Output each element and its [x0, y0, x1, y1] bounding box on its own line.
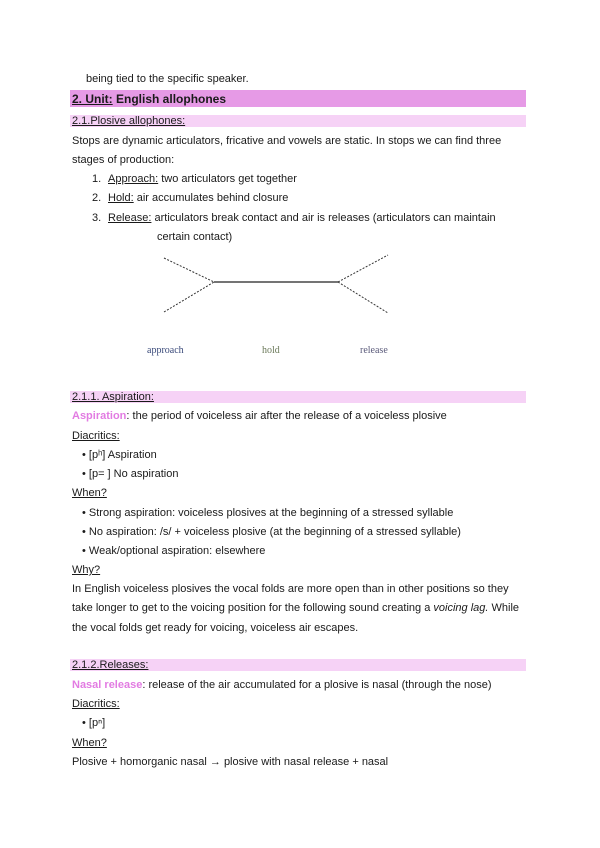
list-item: • Strong aspiration: voiceless plosives at the beginning of a stressed syllable — [82, 507, 454, 519]
diacritics-label: Diacritics: — [72, 698, 120, 710]
why-label: Why? — [72, 564, 101, 576]
definition: Nasal release: release of the air accumulated for a plosive is nasal (through the nose) — [72, 679, 492, 691]
when-label: When? — [72, 487, 107, 499]
release-upper-line — [338, 255, 388, 282]
list-item: • Weak/optional aspiration: elsewhere — [82, 545, 266, 557]
stop-phases-diagram — [140, 250, 410, 360]
section-heading-plosive: 2.1.Plosive allophones: — [72, 115, 186, 127]
list-item: 2. Hold: air accumulates behind closure — [92, 192, 289, 204]
section-heading-releases: 2.1.2.Releases: — [72, 659, 149, 671]
list-item: • No aspiration: /s/ + voiceless plosive (at the beginning of a stressed syllable) — [82, 526, 461, 538]
unit-number: 2. Unit: — [72, 92, 113, 106]
release-lower-line — [338, 282, 388, 313]
paragraph: stages of production: — [72, 154, 175, 166]
list-item: • [pⁿ] — [82, 717, 106, 729]
list-item-continuation: certain contact) — [157, 231, 233, 243]
definition: Aspiration: the period of voiceless air after the release of a voiceless plosive — [72, 410, 447, 422]
unit-heading — [72, 92, 226, 106]
paragraph: take longer to get to the voicing position for the following sound creating a voicing lag. While — [72, 602, 520, 614]
paragraph: the vocal folds get ready for voicing, voiceless air escapes. — [72, 622, 359, 634]
paragraph: In English voiceless plosives the vocal folds are more open than in other positions so they — [72, 583, 509, 595]
unit-title: English allophones — [116, 92, 227, 106]
list-item: • [pʰ] Aspiration — [82, 449, 157, 461]
hold-label: hold — [262, 345, 280, 356]
approach-lower-line — [164, 282, 214, 312]
approach-upper-line — [164, 258, 214, 282]
paragraph: Stops are dynamic articulators, fricative and vowels are static. In stops we can find three — [72, 135, 502, 147]
paragraph: Plosive + homorganic nasal → plosive with nasal release + nasal — [72, 756, 389, 768]
diacritics-label: Diacritics: — [72, 430, 120, 442]
approach-label: approach — [147, 345, 184, 356]
list-item: 1. Approach: two articulators get together — [92, 173, 297, 185]
section-heading-aspiration: 2.1.1. Aspiration: — [72, 391, 154, 403]
intro-line: being tied to the specific speaker. — [86, 73, 249, 85]
list-item: 3. Release: articulators break contact and air is releases (articulators can maintain — [92, 212, 496, 224]
when-label: When? — [72, 737, 107, 749]
release-label: release — [360, 345, 388, 356]
list-item: • [p= ] No aspiration — [82, 468, 179, 480]
